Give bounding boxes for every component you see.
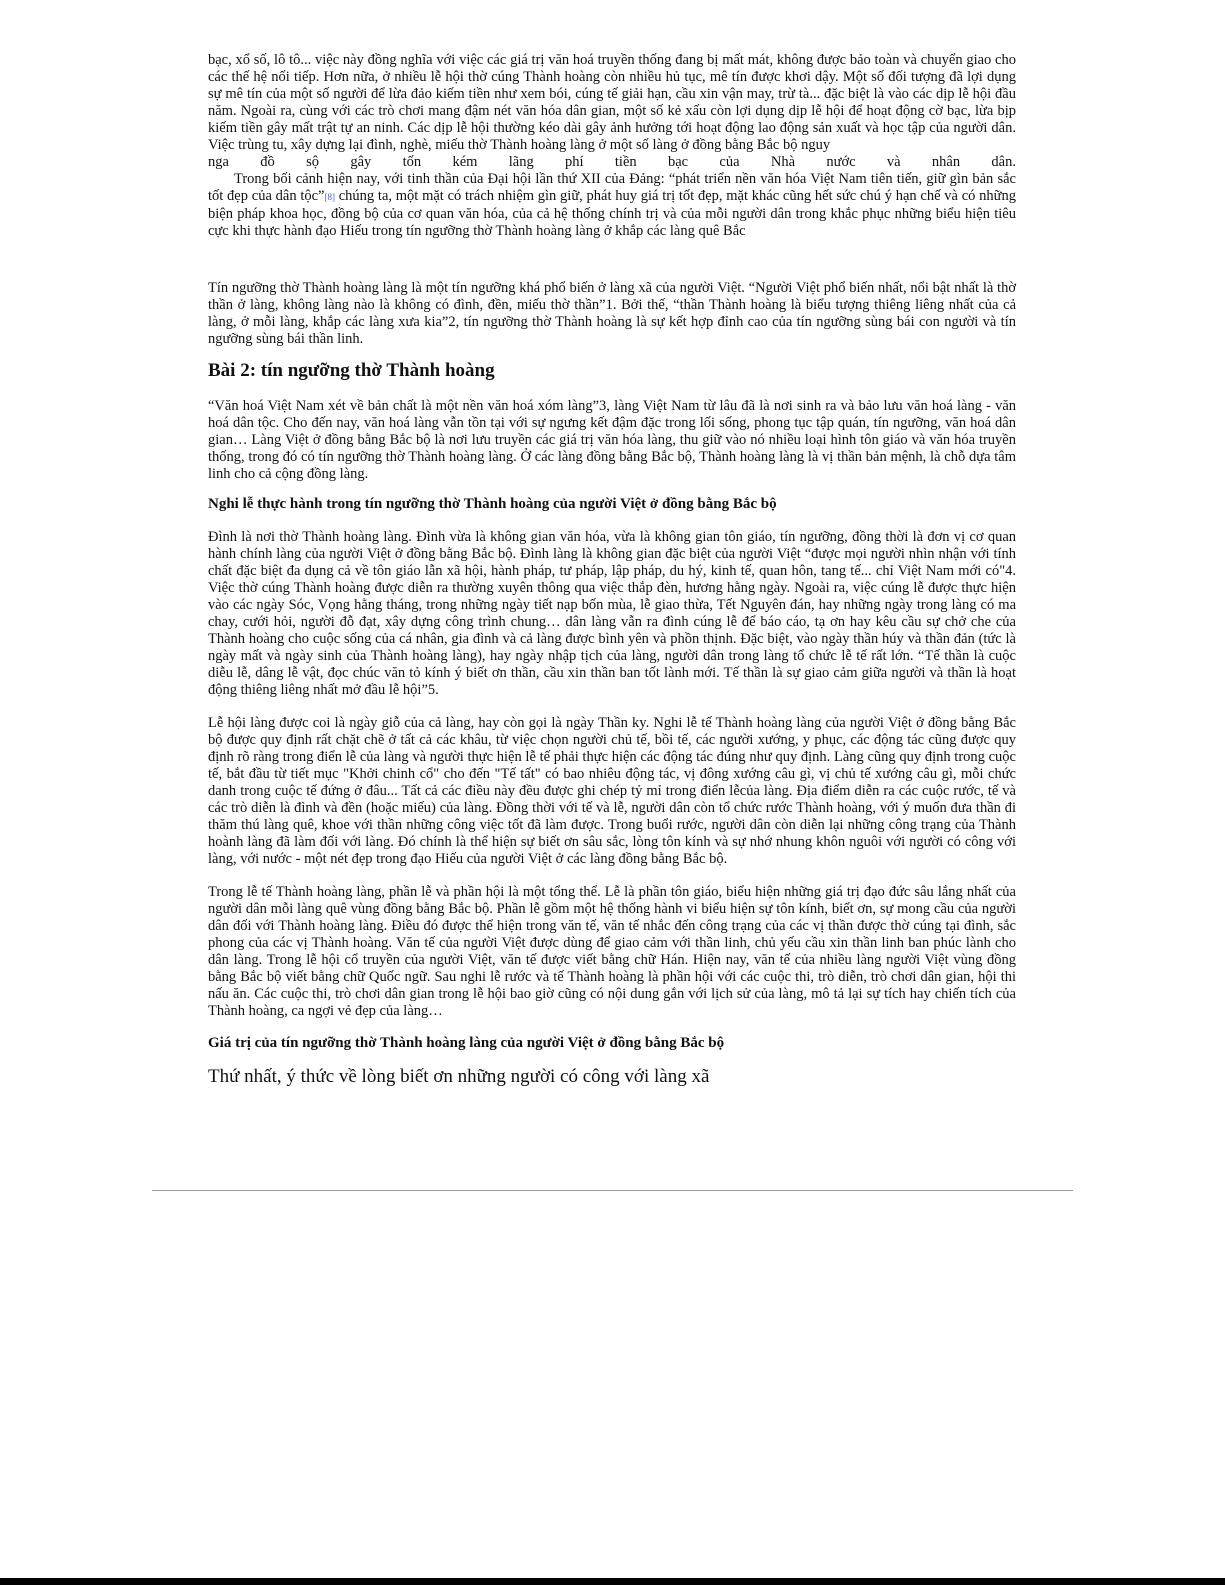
paragraph-spacer bbox=[208, 240, 1016, 280]
document-page-body bbox=[208, 52, 1016, 1088]
page-bottom-edge bbox=[0, 1578, 1225, 1585]
context-paragraph-text-a: Trong bối cảnh hiện nay, với tinh thần của Đại hội lần thứ XII của Đảng: “phát triển nền văn hóa Việt Nam tiên tiến, giữ gìn bản sắc tốt đẹp của dân tộc” bbox=[208, 171, 1016, 204]
culture-paragraph: “Văn hoá Việt Nam xét về bản chất là một nền văn hoá xóm làng”3, làng Việt Nam từ lâu đã là nơi sinh ra và bảo lưu văn hoá làng - văn hoá dân tộc. Cho đến nay, văn hoá làng vẫn tồn tại với sự ngưng kết đậm đặc trong lối sống, phong tục tập quán, tín ngưỡng, văn hoá dân gian… Làng Việt ở đồng bằng Bắc bộ là nơi lưu truyền các giá trị văn hóa làng, thu giữ vào nó nhiều loại hình tôn giáo và văn hóa truyền thống, trong đó có tín ngưỡng thờ Thành hoàng làng. Ở các làng đồng bằng Bắc bộ, Thành hoàng làng là vị thần bản mệnh, là chỗ dựa tâm linh cho cả cộng đồng làng. bbox=[208, 398, 1016, 482]
lesson-title: Bài 2: tín ngưỡng thờ Thành hoàng bbox=[208, 360, 495, 381]
first-point-line: Thứ nhất, ý thức về lòng biết ơn những người có công với làng xã bbox=[208, 1066, 710, 1087]
intro-paragraph: Tín ngưỡng thờ Thành hoàng làng là một tín ngưỡng khá phổ biến ở làng xã của người Việt. “Người Việt phổ biến nhất, nổi bật nhất là thờ thần ở làng, không làng nào là không có đình, đền, miếu thờ thần”1. Bởi thế, “thần Thành hoàng là biểu tượng thiêng liêng nhất của cả làng, ở mỗi làng, khắp các làng xưa kia”2, tín ngưỡng thờ Thành hoàng là sự kết hợp đỉnh cao của tín ngưỡng sùng bái con người và tín ngưỡng sùng bái thần linh. bbox=[208, 280, 1016, 347]
page-divider bbox=[152, 1190, 1073, 1191]
dinh-paragraph: Đình là nơi thờ Thành hoàng làng. Đình vừa là không gian văn hóa, vừa là không gian tôn giáo, tín ngưỡng, đồng thời là đơn vị cơ quan hành chính làng của người Việt ở đồng bằng Bắc bộ. Đình làng là không gian đặc biệt của người Việt “được mọi người nhìn nhận với tính chất đặc biệt đa dụng cả về tôn giáo lẫn xã hội, hành pháp, tư pháp, lập pháp, du hý, kinh tế, quan hôn, tang tế... chỉ Việt Nam mới có"4. Việc thờ cúng Thành hoàng được diễn ra thường xuyên thông qua việc thắp đèn, hương hằng ngày. Ngoài ra, việc cúng lễ được thực hiện vào các ngày Sóc, Vọng hằng tháng, trong những ngày tiết nạp bốn mùa, lễ giao thừa, Tết Nguyên đán, hay những ngày trong làng có ma chay, cưới hỏi, người đỗ đạt, xây dựng công trình chung… dân làng vẫn ra đình cúng lễ để báo cáo, tạ ơn hay kêu cầu sự chở che của Thành hoàng cho cuộc sống của cá nhân, gia đình và cả làng được bình yên và phồn thịnh. Đặc biệt, vào ngày thần húy và thần đản (tức là ngày mất và ngày sinh của Thành hoàng làng), hay ngày nhập tịch của làng, người dân trong làng tổ chức lễ tế rất lớn. “Tế thần là cuộc diễu lễ, dâng lễ vật, đọc chúc văn tỏ kính ý biết ơn thần, cầu xin thần ban tốt lành mới. Tế thần là sự giao cảm giữa người và thần là hoạt động thiêng liêng nhất mở đầu lễ hội”5. bbox=[208, 529, 1016, 698]
festival-paragraph: Lễ hội làng được coi là ngày giỗ của cả làng, hay còn gọi là ngày Thần ky. Nghi lễ tế Thành hoàng làng của người Việt ở đồng bằng Bắc bộ được quy định rất chặt chẽ ở tất cả các khâu, từ việc chọn người chủ tế, bồi tế, các người xướng, y phục, các động tác cũng được quy định rõ ràng trong điển lễ của làng và người thực hiện lễ tế phải thực hiện các động tác đúng như quy định. Làng cũng quy định trong cuộc tế, bắt đầu từ tiết mục "Khởi chinh cổ" cho đến "Tế tất" có bao nhiêu động tác, vị đông xướng câu gì, vị chủ tế xướng câu gì, mỗi chức danh trong cuộc tế đứng ở đâu... Tất cả các điều này đều được ghi chép tỷ mỉ trong điển lễcủa làng. Địa điểm diễn ra các cuộc rước, tế và các trò diễn là đình và đền (hoặc miếu) của làng. Đồng thời với tế và lễ, người dân còn tổ chức rước Thành hoàng, với ý muốn đưa thần đi thăm thú làng quê, khoe với thần những công việc tốt đã làm được. Trong buổi rước, người dân còn diễn lại những công trạng của Thành hoành làng đã làm đối với làng. Đó chính là thể hiện sự biết ơn sâu sắc, lòng tôn kính và sự nhớ nhung khôn nguôi với người có công với làng, với nước - một nét đẹp trong đạo Hiếu của người Việt ở các làng đồng bằng Bắc bộ. bbox=[208, 715, 1016, 867]
paragraph-gap bbox=[208, 868, 1016, 884]
context-paragraph bbox=[208, 171, 1016, 240]
top-paragraph-last-line: nga đồ sộ gây tốn kém lãng phí tiền bạc của Nhà nước và nhân dân. bbox=[208, 154, 1016, 170]
footnote-reference-link[interactable]: [8] bbox=[324, 192, 335, 202]
ceremony-paragraph: Trong lễ tế Thành hoàng làng, phần lễ và phần hội là một tổng thể. Lễ là phần tôn giáo, biểu hiện những giá trị đạo đức sâu lắng nhất của người dân mỗi làng quê vùng đồng bằng Bắc bộ. Phần lễ gồm một hệ thống hành vi biểu hiện sự tôn kính, biết ơn, sự mong cầu của người dân đối với Thành hoàng làng. Điều đó được thể hiện trong văn tế, văn tế nhắc đến công trạng của các vị thần được thờ cúng tại đình, sắc phong của các vị Thành hoàng. Văn tế của người Việt được dùng để giao cảm với thần linh, chủ yếu cầu xin thần linh ban phúc lành cho dân làng. Trong lễ hội cổ truyền của người Việt, văn tế được viết bằng chữ Hán. Hiện nay, văn tế của nhiều làng người Việt vùng đồng bằng Bắc bộ viết bằng chữ Quốc ngữ. Sau nghi lễ rước và tế Thành hoàng là phần hội với các cuộc thi, trò diễn, trò chơi dân gian, hội thi nấu ăn. Các cuộc thi, trò chơi dân gian trong lễ hội bao giờ cũng có nội dung gắn với lịch sử của làng, mô tả lại sự tích hay chiến tích của Thành hoàng, ca ngợi vẻ đẹp của làng… bbox=[208, 884, 1016, 1019]
context-paragraph-text-b: chúng ta, một mặt có trách nhiệm gìn giữ, phát huy giá trị tốt đẹp, mặt khác cũng hết sức chú ý hạn chế và có những biện pháp khoa học, đồng bộ của cơ quan văn hóa, của cả hệ thống chính trị và của mỗi người dân trong khắc phục những biểu hiện tiêu cực khi thực hành đạo Hiếu trong tín ngưỡng thờ Thành hoàng làng ở khắp các làng quê Bắc bbox=[208, 188, 1017, 239]
paragraph-gap bbox=[208, 699, 1016, 715]
value-heading: Giá trị của tín ngưỡng thờ Thành hoàng làng của người Việt ở đồng bằng Bắc bộ bbox=[208, 1035, 725, 1051]
ritual-heading: Nghi lễ thực hành trong tín ngưỡng thờ Thành hoàng của người Việt ở đồng bằng Bắc bộ bbox=[208, 496, 777, 512]
top-paragraph: bạc, xổ số, lô tô... việc này đồng nghĩa với việc các giá trị văn hoá truyền thống đang bị mất mát, không được bảo toàn và chuyển giao cho các thế hệ nối tiếp. Hơn nữa, ở nhiều lễ hội thờ cúng Thành hoàng còn nhiều hủ tục, mê tín được khơi dậy. Một số đối tượng đã lợi dụng sự mê tín của một số người để lừa đảo kiếm tiền như xem bói, cúng tế giải hạn, cầu xin vận may, trừ tà... đặc biệt là vào các dịp lễ hội đầu năm. Ngoài ra, cùng với các trò chơi mang đậm nét văn hóa dân gian, một số kẻ xấu còn lợi dụng dịp lễ hội để hoạt động cờ bạc, lừa bịp kiếm tiền gây mất trật tự an ninh. Các dịp lễ hội thường kéo dài gây ảnh hưởng tới hoạt động lao động sản xuất và học tập của người dân. Việc trùng tu, xây dựng lại đình, nghè, miếu thờ Thành hoàng làng ở một số làng ở đồng bằng Bắc bộ nguy bbox=[208, 52, 1016, 153]
